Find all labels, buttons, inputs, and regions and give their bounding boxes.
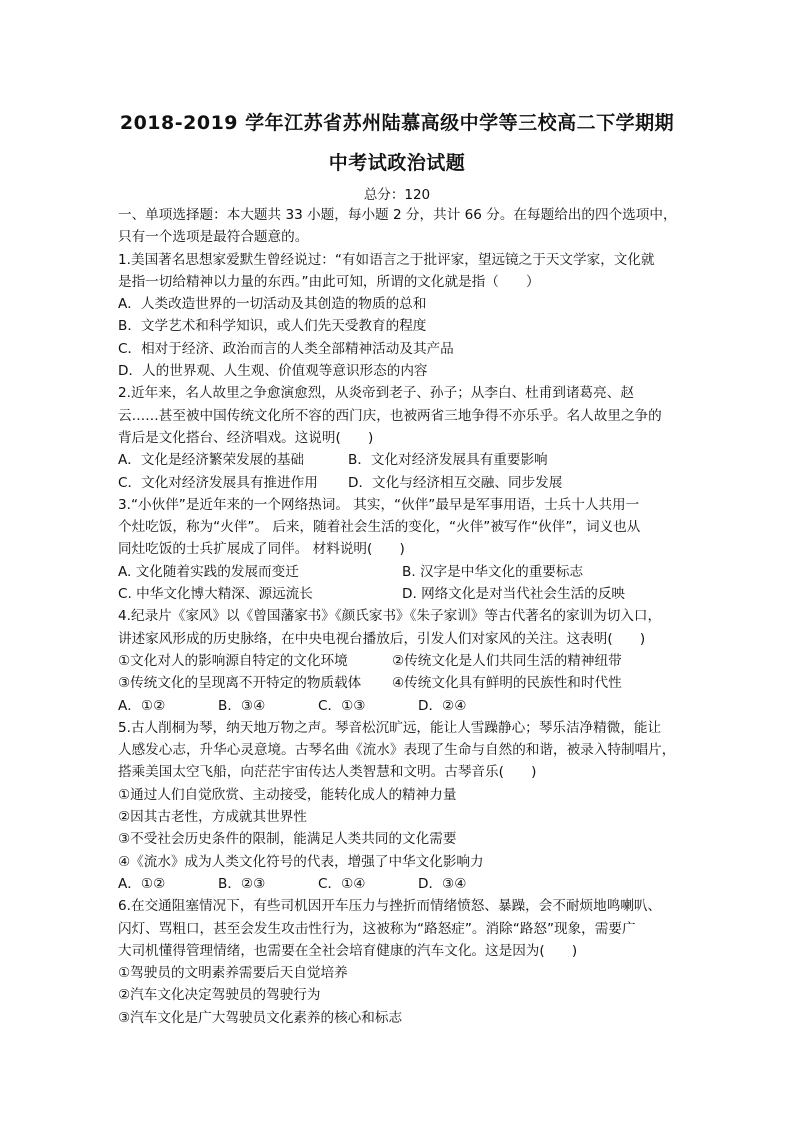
section-heading-line1: 一、单项选择题：本大题共 33 小题，每小题 2 分，共计 66 分。在每题给出的四个选项中， bbox=[118, 207, 677, 223]
q5-statement-1: ①通过人们自觉欣赏、主动接受，能转化成人的精神力量 bbox=[118, 786, 457, 803]
q5-options-row bbox=[118, 873, 686, 895]
q2-option-d: D．文化与经济相互交融、同步发展 bbox=[348, 474, 563, 491]
exam-title-line2: 中考试政治试题 bbox=[328, 152, 466, 174]
q6-statement-2: ②汽车文化决定驾驶员的驾驶行为 bbox=[118, 987, 321, 1004]
q5-option-c: C．①④ bbox=[318, 875, 366, 892]
q4-option-d: D．②④ bbox=[418, 697, 467, 714]
q4-option-a: A．①② bbox=[118, 697, 166, 714]
q3-options-row1 bbox=[118, 561, 686, 583]
q3-options-row2 bbox=[118, 583, 686, 605]
q5-option-a: A．①② bbox=[118, 875, 166, 892]
q1-option-d: D．人的世界观、人生观、价值观等意识形态的内容 bbox=[118, 363, 428, 380]
q2-option-a: A．文化是经济繁荣发展的基础 bbox=[118, 452, 305, 469]
q1-stem-line1: 1.美国著名思想家爱默生曾经说过：“有如语言之于批评家，望远镜之于天文学家，文化就 bbox=[118, 251, 655, 268]
q2-stem-line2: 云……甚至被中国传统文化所不容的西门庆，也被两省三地争得不亦乐乎。名人故里之争的 bbox=[118, 407, 662, 424]
q3-stem-line2: 个灶吃饭，称为“火伴”。 后来，随着社会生活的变化，“火伴”被写作“伙伴”，词义也从 bbox=[118, 519, 641, 536]
q2-options-row1 bbox=[118, 449, 686, 471]
q5-stem-line1: 5.古人削桐为琴，纳天地万物之声。琴音松沉旷远，能让人雪躁静心；琴乐洁净精微，能让 bbox=[118, 719, 662, 736]
q5-stem-line2: 人感发心志，升华心灵意境。古琴名曲《流水》表现了生命与自然的和谐，被录入特制唱片， bbox=[118, 742, 676, 759]
total-score: 总分：120 bbox=[363, 187, 431, 203]
q5-statement-4: ④《流水》成为人类文化符号的代表，增强了中华文化影响力 bbox=[118, 853, 484, 870]
q4-statement-3: ③传统文化的呈现离不开特定的物质载体 bbox=[118, 675, 362, 692]
q5-option-b: B．②③ bbox=[218, 875, 266, 892]
q4-option-b: B．③④ bbox=[218, 697, 266, 714]
q5-statement-2: ②因其古老性，方成就其世界性 bbox=[118, 809, 307, 826]
exam-title-line1: 2018-2019 学年江苏省苏州陆慕高级中学等三校高二下学期期 bbox=[119, 112, 675, 134]
q3-option-d: D. 网络文化是对当代社会生活的反映 bbox=[402, 586, 626, 603]
q4-option-c: C．①③ bbox=[318, 697, 366, 714]
q3-option-c: C. 中华文化博大精深、源远流长 bbox=[118, 586, 313, 603]
q4-stem-line1: 4.纪录片《家风》以《曾国藩家书》《颜氏家书》《朱子家训》等古代著名的家训为切入口， bbox=[118, 608, 662, 625]
section-heading-line2: 只有一个选项是最符合题意的。 bbox=[118, 229, 309, 246]
q6-statement-3: ③汽车文化是广大驾驶员文化素养的核心和标志 bbox=[118, 1009, 403, 1026]
q4-statement-1: ①文化对人的影响源自特定的文化环境 bbox=[118, 652, 348, 669]
q3-stem-line1: 3.“小伙伴”是近年来的一个网络热词。 其实，“伙伴”最早是军事用语，士兵十人共用一 bbox=[118, 496, 640, 513]
q5-option-d: D．③④ bbox=[418, 875, 467, 892]
q5-statement-3: ③不受社会历史条件的限制，能满足人类共同的文化需要 bbox=[118, 831, 457, 848]
q6-stem-line1: 6.在交通阻塞情况下，有些司机因开车压力与挫折而情绪愤怒、暴躁，会不耐烦地鸣喇叭、 bbox=[118, 898, 662, 915]
q2-stem-line1: 2.近年来，名人故里之争愈演愈烈，从炎帝到老子、孙子；从李白、杜甫到诸葛亮、赵 bbox=[118, 385, 634, 402]
q3-stem-line3: 同灶吃饭的士兵扩展成了同伴。 材料说明( ) bbox=[118, 541, 405, 558]
exam-content bbox=[118, 204, 686, 1029]
q2-option-c: C．文化对经济发展具有推进作用 bbox=[118, 474, 318, 491]
q1-stem-line2: 是指一切给精神以力量的东西。”由此可知，所谓的文化就是指（ ） bbox=[118, 273, 540, 290]
q6-statement-1: ①驾驶员的文明素养需要后天自觉培养 bbox=[118, 965, 348, 982]
q2-option-b: B．文化对经济发展具有重要影响 bbox=[348, 452, 548, 469]
q4-stem-line2: 讲述家风形成的历史脉络，在中央电视台播放后，引发人们对家风的关注。这表明( ) bbox=[118, 630, 646, 647]
q1-option-c: C．相对于经济、政治而言的人类全部精神活动及其产品 bbox=[118, 340, 454, 357]
q6-stem-line2: 闪灯、骂粗口，甚至会发生攻击性行为，这被称为“路怒症”。消除“路怒”现象，需要广 bbox=[118, 920, 636, 937]
q6-stem-line3: 大司机懂得管理情绪，也需要在全社会培育健康的汽车文化。这是因为( ) bbox=[118, 942, 578, 959]
q2-stem-line3: 背后是文化搭台、经济唱戏。这说明( ) bbox=[118, 429, 374, 446]
q4-statements-row1 bbox=[118, 650, 686, 672]
q3-option-b: B. 汉字是中华文化的重要标志 bbox=[402, 563, 584, 580]
q2-options-row2 bbox=[118, 472, 686, 494]
q1-option-a: A．人类改造世界的一切活动及其创造的物质的总和 bbox=[118, 296, 427, 313]
q4-options-row bbox=[118, 695, 686, 717]
q1-option-b: B．文学艺术和科学知识，或人们先天受教育的程度 bbox=[118, 318, 427, 335]
q4-statements-row2 bbox=[118, 672, 686, 694]
q4-statement-4: ④传统文化具有鲜明的民族性和时代性 bbox=[392, 675, 622, 692]
q5-stem-line3: 搭乘美国太空飞船，向茫茫宇宙传达人类智慧和文明。古琴音乐( ) bbox=[118, 764, 537, 781]
q3-option-a: A. 文化随着实践的发展而变迁 bbox=[118, 563, 299, 580]
q4-statement-2: ②传统文化是人们共同生活的精神纽带 bbox=[392, 652, 622, 669]
